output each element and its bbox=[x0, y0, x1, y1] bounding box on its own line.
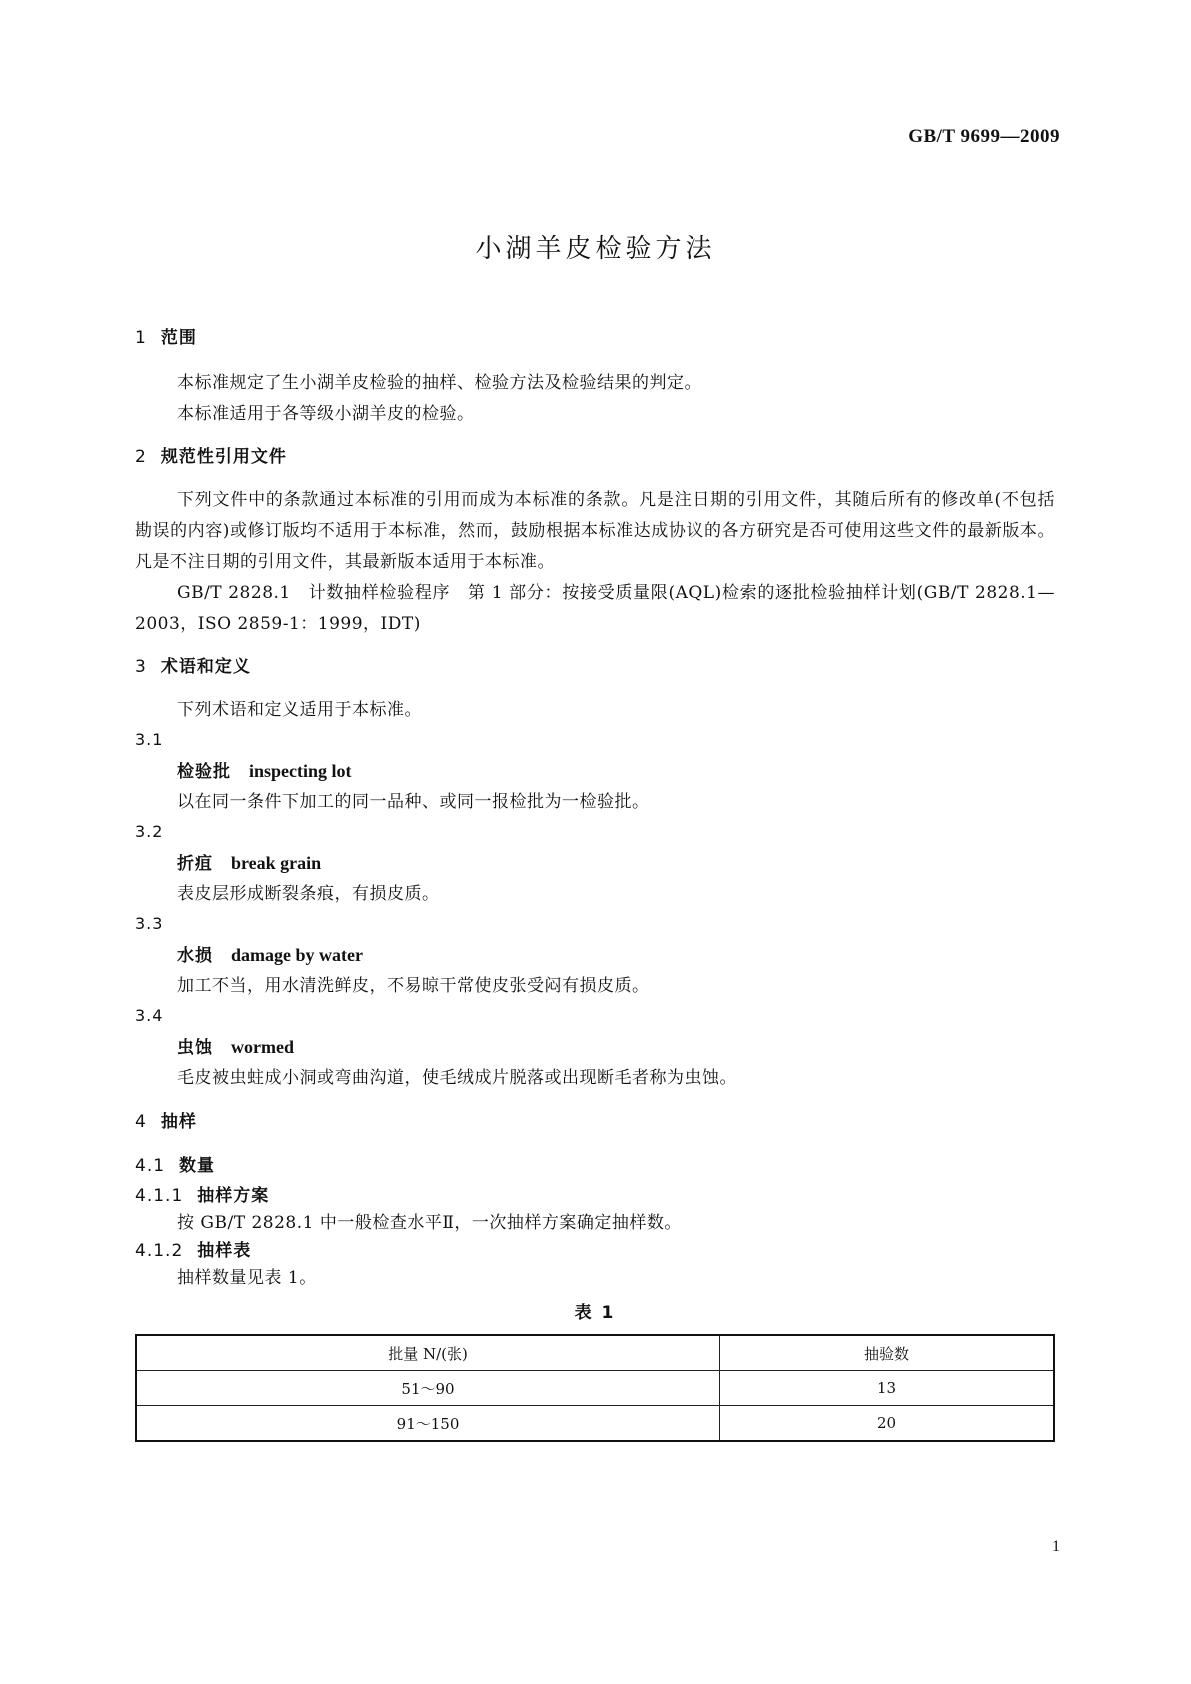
paragraph-reference: GB/T 2828.1 计数抽样检验程序 第 1 部分：按接受质量限(AQL)检索的逐批检验抽样计划(GB/T 2828.1—2003，ISO 2859-1：1999，IDT) bbox=[135, 583, 1055, 634]
term-number: 3.1 bbox=[135, 730, 164, 749]
section-title: 数量 bbox=[179, 1156, 216, 1176]
paragraph: 下列文件中的条款通过本标准的引用而成为本标准的条款。凡是注日期的引用文件，其随后所有的修改单(不包括勘误的内容)或修订版均不适用于本标准，然而，鼓励根据本标准达成协议的各方研究是否可使用这些文件的最新版本。凡是不注日期的引用文件，其最新版本适用于本标准。 bbox=[135, 490, 1055, 572]
term-zh: 虫蚀 bbox=[177, 1038, 213, 1058]
standard-code: GB/T 9699—2009 bbox=[908, 126, 1060, 147]
section-title: 术语和定义 bbox=[160, 657, 251, 677]
term-number: 3.2 bbox=[135, 822, 164, 841]
term-entry bbox=[135, 848, 1055, 879]
term-entry bbox=[135, 940, 1055, 971]
table-cell: 13 bbox=[720, 1371, 1054, 1406]
document-body bbox=[135, 326, 1055, 1442]
table-row bbox=[136, 1371, 1054, 1406]
paragraph: 本标准规定了生小湖羊皮检验的抽样、检验方法及检验结果的判定。 bbox=[177, 373, 702, 393]
term-en: inspecting lot bbox=[249, 761, 352, 781]
section-4-1-heading bbox=[135, 1154, 1055, 1178]
sampling-table bbox=[135, 1334, 1055, 1442]
term-definition: 表皮层形成断裂条痕，有损皮质。 bbox=[177, 884, 440, 904]
term-zh: 折疽 bbox=[177, 854, 213, 874]
section-2-heading bbox=[135, 445, 1055, 469]
paragraph: 按 GB/T 2828.1 中一般检查水平Ⅱ，一次抽样方案确定抽样数。 bbox=[177, 1213, 682, 1233]
table-cell: 51～90 bbox=[136, 1371, 720, 1406]
table-caption: 表 1 bbox=[574, 1303, 616, 1323]
page-number: 1 bbox=[1052, 1538, 1060, 1555]
term-definition: 毛皮被虫蛀成小洞或弯曲沟道，使毛绒成片脱落或出现断毛者称为虫蚀。 bbox=[177, 1068, 737, 1088]
paragraph: 本标准适用于各等级小湖羊皮的检验。 bbox=[177, 404, 475, 424]
table-header-cell: 批量 N/(张) bbox=[136, 1335, 720, 1371]
term-en: break grain bbox=[231, 853, 322, 873]
term-entry bbox=[135, 756, 1055, 787]
term-definition: 加工不当，用水清洗鲜皮，不易晾干常使皮张受闷有损皮质。 bbox=[177, 976, 650, 996]
section-4-heading bbox=[135, 1110, 1055, 1134]
section-number: 1 bbox=[135, 328, 147, 348]
term-definition: 以在同一条件下加工的同一品种、或同一报检批为一检验批。 bbox=[177, 792, 650, 812]
section-title: 抽样表 bbox=[197, 1241, 252, 1261]
section-3-heading bbox=[135, 655, 1055, 679]
section-title: 范围 bbox=[160, 328, 197, 348]
section-number: 4.1.1 bbox=[135, 1186, 184, 1206]
table-header-cell: 抽验数 bbox=[720, 1335, 1054, 1371]
section-1-heading bbox=[135, 326, 1055, 350]
section-4-1-1-heading bbox=[135, 1184, 1055, 1208]
section-number: 4 bbox=[135, 1112, 147, 1132]
table-row bbox=[136, 1406, 1054, 1442]
section-4-1-2-heading bbox=[135, 1239, 1055, 1263]
table-cell: 20 bbox=[720, 1406, 1054, 1442]
term-en: damage by water bbox=[231, 945, 363, 965]
section-title: 抽样方案 bbox=[197, 1186, 270, 1206]
paragraph: 下列术语和定义适用于本标准。 bbox=[177, 700, 422, 720]
term-number: 3.4 bbox=[135, 1006, 164, 1025]
term-zh: 检验批 bbox=[177, 762, 231, 782]
paragraph: 抽样数量见表 1。 bbox=[177, 1268, 317, 1288]
term-entry bbox=[135, 1032, 1055, 1063]
term-zh: 水损 bbox=[177, 946, 213, 966]
term-number: 3.3 bbox=[135, 914, 164, 933]
section-title: 抽样 bbox=[160, 1112, 197, 1132]
term-en: wormed bbox=[231, 1037, 294, 1057]
section-title: 规范性引用文件 bbox=[160, 447, 287, 467]
table-header-row bbox=[136, 1335, 1054, 1371]
section-number: 2 bbox=[135, 447, 147, 467]
section-number: 4.1.2 bbox=[135, 1241, 184, 1261]
section-number: 4.1 bbox=[135, 1156, 166, 1176]
document-title: 小湖羊皮检验方法 bbox=[475, 234, 716, 264]
table-cell: 91～150 bbox=[136, 1406, 720, 1442]
section-number: 3 bbox=[135, 657, 147, 677]
